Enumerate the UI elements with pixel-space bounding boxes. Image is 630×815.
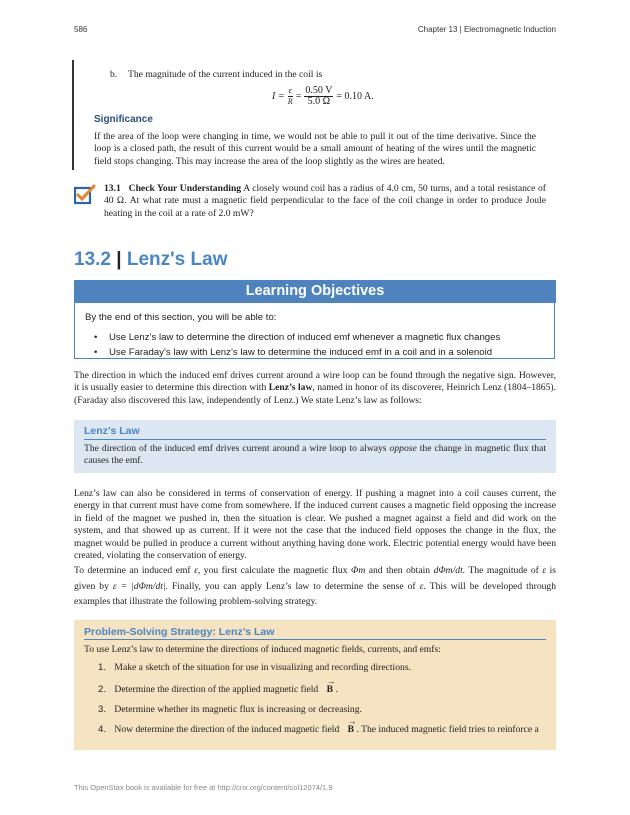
step-number: 1. — [98, 662, 107, 673]
lenz-law-box-rule — [84, 439, 546, 440]
eq-frac-values — [304, 86, 333, 107]
strategy-intro: To use Lenz’s law to determine the directions of induced magnetic fields, currents, and emfs: — [84, 644, 441, 655]
section-heading — [74, 249, 227, 271]
lenz-b: the change in magnetic flux that causes the emf. — [84, 443, 547, 467]
check-text-a: A closely wound coil has a radius of 4.0 cm, 50 turns, and a total resistance of — [243, 183, 547, 194]
learning-objectives-intro: By the end of this section, you will be able to: — [85, 312, 277, 323]
strategy-title: Problem-Solving Strategy: Lenz’s Law — [84, 626, 275, 638]
vector-b: → B — [327, 684, 333, 696]
conservation-paragraph: Lenz’s law can also be considered in terms of conservation of energy. If pushing a magnet into a coil causes current, the energy in that current must have come from somewhere. If the induced current causes a magnetic field opposing the increase in field of the magnet we pushed in, then the situation is clear. We pushed a magnet against a field and did work on the system, and that showed up as current. If it were not the case that the induced field opposes the change in the flux, the magnet would be pulled in produce a current without anything having done work. Electric potential energy would have been created, violating the conservation of energy. — [74, 488, 556, 562]
check-label: Check Your Understanding — [128, 183, 242, 194]
p3-e: is given by — [74, 565, 557, 592]
objective-text: Use Faraday’s law with Lenz’s law to determine the induced emf in a coil and in a solenoid — [109, 347, 493, 358]
lenz-oppose: oppose — [389, 443, 417, 454]
step-number: 4. — [98, 724, 107, 735]
section-title: Lenz's Law — [126, 249, 228, 270]
induced-emf-paragraph — [74, 563, 556, 610]
emf-symbol: ε — [194, 565, 198, 576]
check-number: 13.1 — [104, 183, 121, 194]
flux-derivative: dΦm/dt. — [433, 565, 466, 576]
lenz-a: The direction of the induced emf drives current around a wire loop to always — [84, 443, 387, 454]
eq-frac2-den: 5.0 Ω — [307, 96, 331, 107]
eq-frac1-num: ε — [288, 86, 292, 95]
step-text: Determine whether its magnetic flux is increasing or decreasing. — [114, 704, 362, 715]
learning-objectives-title: Learning Objectives — [74, 280, 556, 303]
step-text: Determine the direction of the applied magnetic field — [114, 684, 319, 695]
lenz-law-term: Lenz’s law — [268, 382, 313, 394]
emf-formula: ε = |dΦm/dt|. — [112, 580, 168, 592]
lenz-law-box-title: Lenz’s Law — [84, 425, 140, 437]
strategy-step — [98, 704, 362, 716]
p3-d: The magnitude of — [468, 565, 539, 576]
learning-objectives-box — [74, 303, 555, 359]
strategy-step — [98, 724, 539, 736]
lenz-law-box — [74, 420, 556, 473]
step-after: . The induced magnetic field tries to reinforce a — [356, 724, 539, 735]
objective-text: Use Lenz’s law to determine the direction of induced emf whenever a magnetic flux changes — [109, 332, 501, 343]
page-number: 586 — [74, 25, 88, 34]
eq-equals: = — [295, 91, 302, 102]
section-number: 13.2 — [74, 249, 111, 270]
step-number: 3. — [98, 704, 107, 715]
p3-a: To determine an induced emf — [74, 565, 191, 576]
para1-b: , named in honor of its discoverer, Heinrich Lenz (1804–1865). (Faraday also discovered this law, independently of Lenz.) We state Lenz’s law as follows: — [74, 382, 556, 406]
check-understanding-text — [104, 183, 546, 220]
vector-b: → B — [348, 724, 354, 736]
part-b-label: b. — [110, 69, 118, 80]
check-understanding-icon — [74, 184, 96, 206]
significance-title: Significance — [94, 114, 153, 125]
check-resistance: 40 Ω — [104, 195, 125, 207]
p3-b: , you first calculate the magnetic flux — [197, 565, 348, 576]
lenz-intro-paragraph — [74, 370, 556, 407]
problem-solving-strategy-box — [74, 620, 556, 750]
part-b-text: The magnitude of the current induced in the coil is — [128, 69, 323, 80]
check-text-b: . At what rate must a magnetic field perpendicular to the face of the coil change in order to produce Joule heating in the coil at a rate of 2.0 mW? — [104, 195, 546, 219]
lenz-law-statement — [84, 443, 546, 468]
p3-g: . This will be developed through examples that illustrate the following problem-solving strategy. — [74, 580, 557, 607]
emf-symbol: ε — [419, 580, 424, 592]
example-side-rule — [72, 60, 74, 170]
step-text: Make a sketch of the situation for use in visualizing and recording directions. — [114, 662, 411, 673]
para1-a: The direction in which the induced emf drives current around a wire loop can be found through the negative sign. However, it is usually easier to determine this direction with — [74, 370, 556, 394]
eq-frac-emf-over-r — [288, 86, 293, 107]
eq-frac2-num: 0.50 V — [305, 85, 333, 96]
strategy-step — [98, 684, 338, 696]
objective-item: • Use Faraday’s law with Lenz’s law to determine the induced emf in a coil and in a solenoid — [94, 347, 493, 358]
objective-item: • Use Lenz’s law to determine the direction of induced emf whenever a magnetic flux changes — [94, 332, 501, 343]
significance-text: If the area of the loop were changing in time, we would not be able to pull it out of the time derivative. Since the loop is a closed path, the result of this current would be a small amount of heating of the wires until the magnetic field stops changing. This may increase the area of the loop slightly as the wires are heated. — [94, 131, 536, 167]
strategy-step — [98, 662, 411, 674]
eq-lhs: I = — [272, 91, 285, 102]
emf-symbol: ε — [542, 565, 547, 576]
eq-frac1-den: R — [287, 97, 293, 106]
step-text: Now determine the direction of the induced magnetic field — [114, 724, 340, 735]
step-number: 2. — [98, 684, 107, 695]
eq-result: = 0.10 A. — [336, 91, 374, 102]
strategy-rule — [84, 639, 546, 640]
footer-text: This OpenStax book is available for free at http://cnx.org/content/col12074/1.9 — [74, 783, 333, 792]
p3-f: Finally, you can apply Lenz’s law to determine the sense of — [171, 580, 416, 592]
running-header: Chapter 13 | Electromagnetic Induction — [417, 25, 556, 34]
flux-symbol: Φm — [351, 565, 366, 576]
p3-c: and then obtain — [368, 565, 431, 576]
step-after: . — [335, 684, 338, 695]
current-equation — [272, 86, 374, 107]
section-separator: | — [116, 249, 122, 270]
